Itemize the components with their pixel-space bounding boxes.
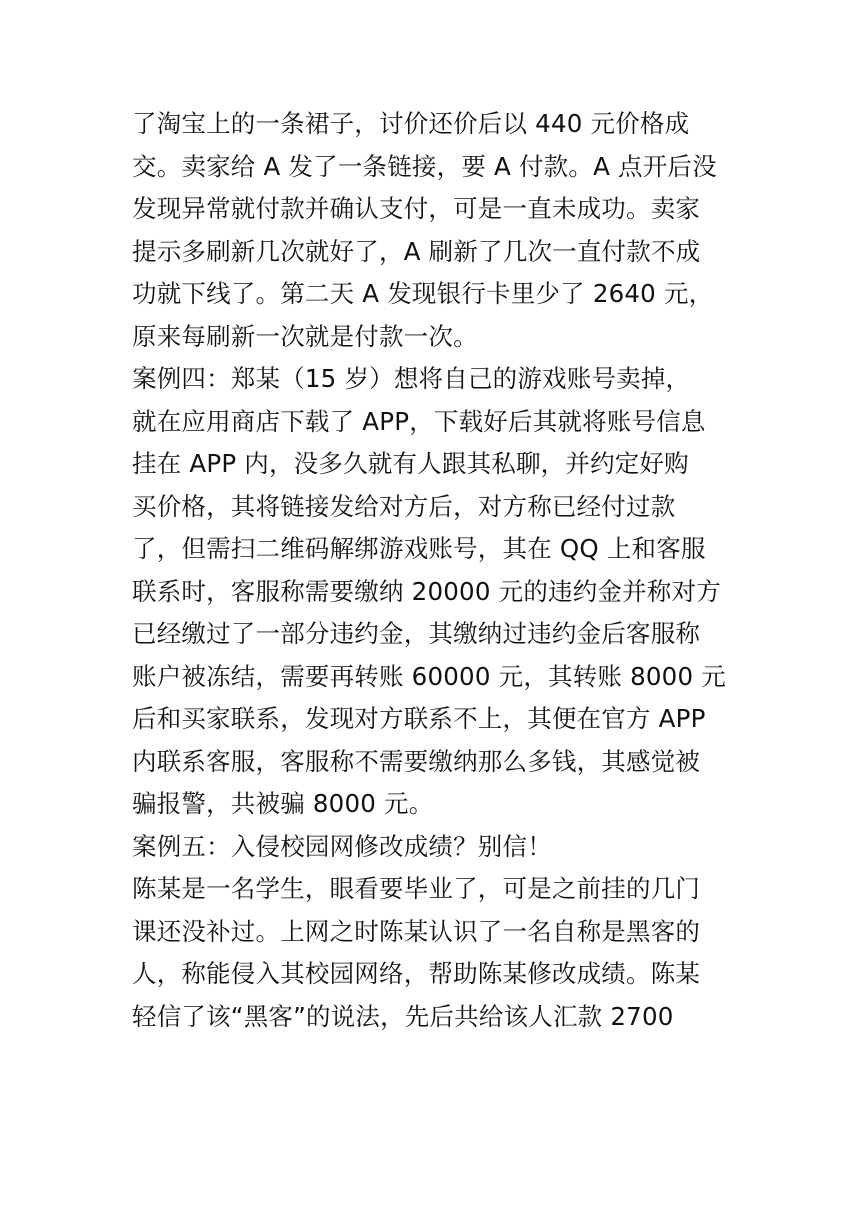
body-text: [132, 103, 732, 1038]
text-line: 了，但需扫二维码解绑游戏账号，其在 QQ 上和客服: [132, 534, 706, 563]
text-line: 联系时，客服称需要缴纳 20000 元的违约金并称对方: [132, 576, 721, 606]
text-line: 课还没补过。上网之时陈某认识了一名自称是黑客的: [132, 916, 701, 946]
text-line: 发现异常就付款并确认支付，可是一直未成功。卖家: [132, 194, 701, 223]
text-line: 后和买家联系，发现对方联系不上，其便在官方 APP: [132, 704, 706, 733]
text-line: 功就下线了。第二天 A 发现银行卡里少了 2640 元，: [132, 279, 714, 308]
text-line: 内联系客服，客服称不需要缴纳那么多钱，其感觉被: [132, 746, 701, 776]
text-line: 人，称能侵入其校园网络，帮助陈某修改成绩。陈某: [132, 959, 701, 988]
text-line: 买价格，其将链接发给对方后，对方称已经付过款: [132, 491, 676, 521]
text-line: 已经缴过了一部分违约金，其缴纳过违约金后客服称: [132, 619, 701, 648]
text-line: 轻信了该“黑客”的说法，先后共给该人汇款 2700: [132, 1001, 674, 1031]
case-five-heading: 案例五：入侵校园网修改成绩？别信！: [132, 831, 552, 861]
case-four-heading-line: 案例四：郑某（15 岁）想将自己的游戏账号卖掉，: [132, 364, 691, 393]
text-line: 交。卖家给 A 发了一条链接，要 A 付款。A 点开后没: [132, 151, 717, 181]
text-line: 提示多刷新几次就好了，A 刷新了几次一直付款不成: [132, 236, 701, 266]
text-line: 了淘宝上的一条裙子，讨价还价后以 440 元价格成: [132, 109, 690, 138]
text-line: 就在应用商店下载了 APP，下载好后其就将账号信息: [132, 406, 706, 436]
text-line: 原来每刷新一次就是付款一次。: [132, 321, 478, 351]
text-line: 骗报警，共被骗 8000 元。: [132, 789, 434, 818]
text-line: 陈某是一名学生，眼看要毕业了，可是之前挂的几门: [132, 874, 701, 903]
text-line: 账户被冻结，需要再转账 60000 元，其转账 8000 元: [132, 661, 726, 691]
text-line: 挂在 APP 内，没多久就有人跟其私聊，并约定好购: [132, 449, 689, 478]
